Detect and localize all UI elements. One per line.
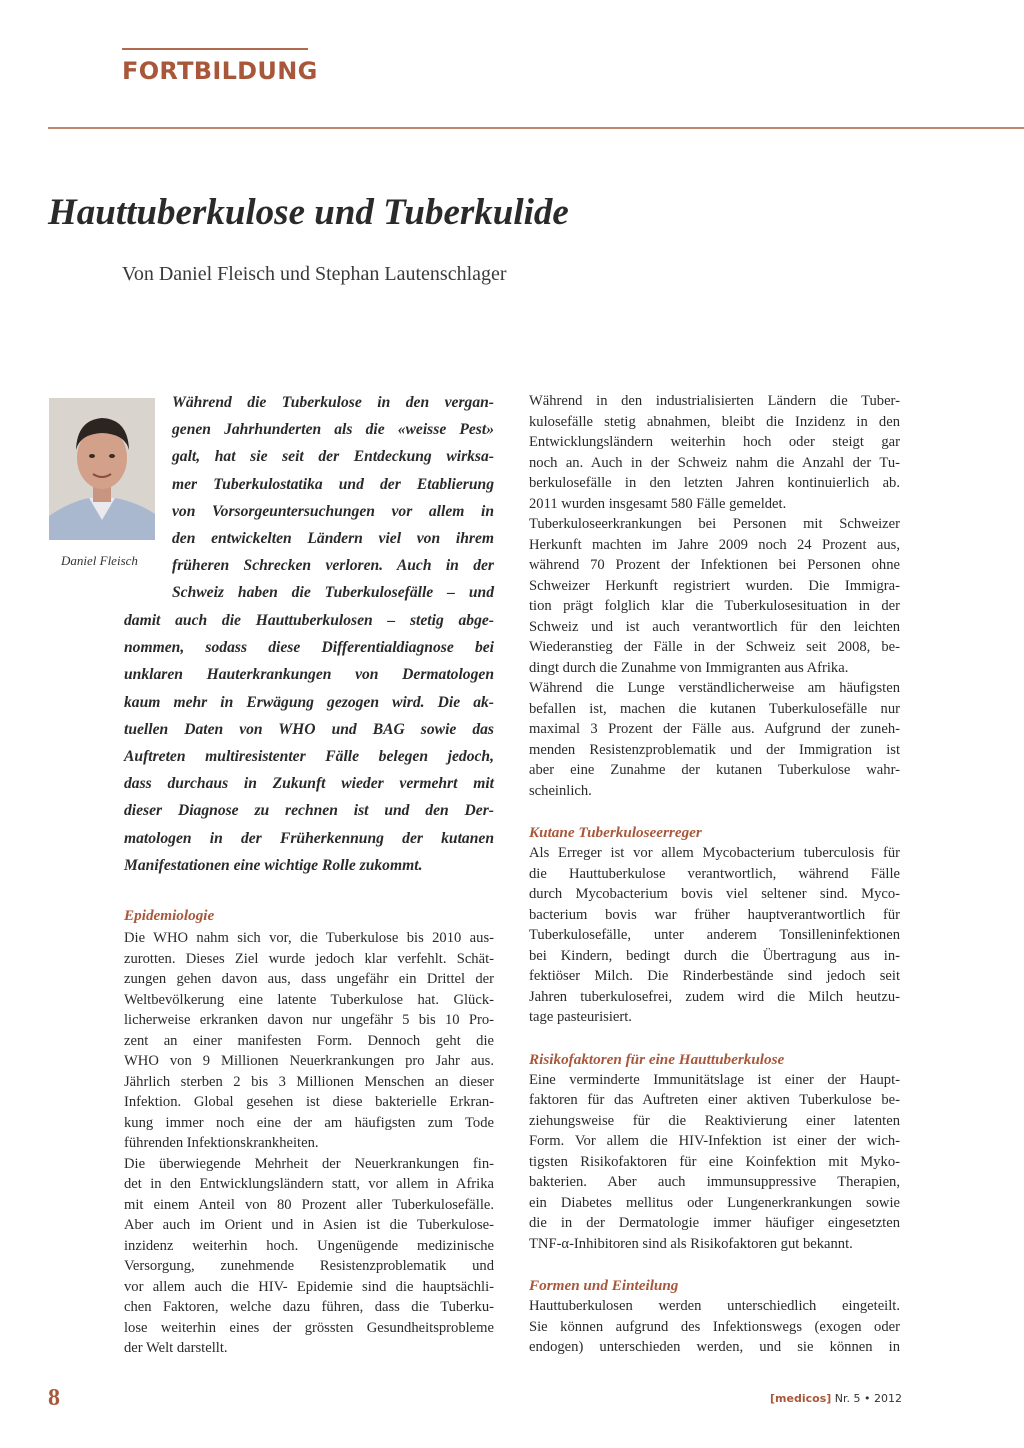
body-line: Aber auch im Orient und in Asien ist die Tuberkulose- xyxy=(124,1217,494,1233)
body-line: scheinlich. xyxy=(529,782,592,799)
article-title: Hauttuberkulose und Tuberkulide xyxy=(48,192,569,233)
body-line: licherweise erkranken davon nur ungefähr 5 bis 10 Pro- xyxy=(124,1012,494,1028)
body-line: Eine verminderte Immunitätslage ist einer der Haupt- xyxy=(529,1071,900,1088)
lead-line: kaum mehr in Erwägung gezogen wird. Die ak- xyxy=(124,693,494,711)
section-heading: Formen und Einteilung xyxy=(529,1277,679,1294)
body-line: Entwicklungsländern weiterhin hoch oder steigt gar xyxy=(529,434,900,450)
lead-line: unklaren Hauterkrankungen von Dermatologen xyxy=(124,666,494,684)
body-line: Wiederanstieg der Fälle in der Schweiz seit 2008, be- xyxy=(529,639,900,655)
photo-caption: Daniel Fleisch xyxy=(61,553,138,568)
body-line: ziehungsweise für die Reaktivierung einer latenten xyxy=(529,1112,900,1129)
body-line: Sie können aufgrund des Infektionswegs (exogen oder xyxy=(529,1318,900,1335)
right-column xyxy=(529,391,900,1358)
lead-line: matologen in der Früherkennung der kutanen xyxy=(124,829,494,847)
body-line: kung immer noch eine der am häufigsten zum Tode xyxy=(124,1114,494,1131)
body-line: endogen) unterschieden werden, und sie können in xyxy=(529,1339,900,1355)
section-label: FORTBILDUNG xyxy=(122,57,318,85)
body-line: Tuberkulosefälle, unter anderem Tonsilleninfektionen xyxy=(529,927,900,943)
body-line: vor allem auch die HIV- Epidemie sind die hauptsächli- xyxy=(124,1278,494,1295)
body-line: Während die Lunge verständlicherweise am häufigsten xyxy=(529,680,900,696)
lead-line: Manifestationen eine wichtige Rolle zukommt. xyxy=(124,856,423,874)
lead-paragraph-bottom xyxy=(124,607,494,879)
body-line: Die WHO nahm sich vor, die Tuberkulose bis 2010 aus- xyxy=(124,930,494,946)
section-formen xyxy=(529,1276,900,1358)
lead-line: genen Jahrhunderten als die «weisse Pest» xyxy=(172,421,494,439)
body-line: zungen gehen davon aus, dass ungefähr ein Drittel der xyxy=(124,971,494,987)
body-line: bacterium bovis war früher hauptverantwortlich für xyxy=(529,906,900,923)
body-line: Herkunft machten im Jahre 2009 noch 24 Prozent aus, xyxy=(529,536,900,553)
lead-line: Während die Tuberkulose in den vergan- xyxy=(172,394,494,411)
body-line: Jährlich sterben 2 bis 3 Millionen Menschen an dieser xyxy=(124,1073,494,1090)
body-line: dingt durch die Zunahme von Immigranten aus Afrika. xyxy=(529,659,849,676)
page-number: 8 xyxy=(48,1385,60,1411)
issue-number: Nr. 5 • 2012 xyxy=(834,1392,902,1405)
article-byline: Von Daniel Fleisch und Stephan Lautenschlager xyxy=(122,263,507,285)
body-line: mit einem Anteil von 80 Prozent aller Tuberkulosefälle. xyxy=(124,1196,494,1213)
body-line: lose weiterhin eines der grössten Gesundheitsprobleme xyxy=(124,1319,494,1336)
body-line: führenden Infektionskrankheiten. xyxy=(124,1135,319,1151)
header-divider xyxy=(48,127,1024,129)
lead-line: galt, hat sie seit der Entdeckung wirksa- xyxy=(172,448,494,466)
body-line: Während in den industrialisierten Ländern die Tuber- xyxy=(529,393,900,409)
section-heading: Kutane Tuberkuloseerreger xyxy=(529,824,702,841)
section-heading: Epidemiologie xyxy=(124,907,215,924)
lead-line: tuellen Daten von WHO und BAG sowie das xyxy=(124,720,494,738)
body-line: tigsten Risikofaktoren für eine Koinfektion mit Myko- xyxy=(529,1153,900,1170)
body-line: befallen ist, machen die kutanen Tuberkulosefälle nur xyxy=(529,700,900,717)
author-portrait-icon xyxy=(49,398,155,540)
body-line: tion prägt folglich klar die Tuberkulosesituation in der xyxy=(529,598,900,614)
body-line: die in der Dermatologie immer häufiger eingesetzten xyxy=(529,1215,900,1231)
body-line: Infektion. Global gesehen ist diese bakterielle Erkran- xyxy=(124,1094,494,1110)
lead-paragraph-top xyxy=(172,389,494,607)
section-erreger xyxy=(529,823,900,1028)
body-line: Weltbevölkerung eine latente Tuberkulose hat. Glück- xyxy=(124,991,494,1008)
body-line: Die überwiegende Mehrheit der Neuerkrankungen fin- xyxy=(124,1155,494,1172)
section-epidemiologie xyxy=(124,906,494,1359)
body-line: Tuberkuloseerkrankungen bei Personen mit Schweizer xyxy=(529,516,900,532)
body-line: chen Faktoren, welche dazu führen, dass die Tuberku- xyxy=(124,1299,494,1315)
body-line: maximal 3 Prozent der Fälle aus. Aufgrund der zuneh- xyxy=(529,721,900,737)
body-line: 2011 wurden insgesamt 580 Fälle gemeldet. xyxy=(529,495,787,512)
body-line: während 70 Prozent der Infektionen bei Personen ohne xyxy=(529,557,900,573)
body-line: inzidenz weiterhin hoch. Ungenügende medizinische xyxy=(124,1237,494,1254)
body-line: Schweiz und ist auch verantwortlich für den leichten xyxy=(529,618,900,635)
lead-line: Schweiz haben die Tuberkulosefälle – und xyxy=(172,584,494,602)
section-heading: Risikofaktoren für eine Hauttuberkulose xyxy=(529,1050,785,1068)
section-intro xyxy=(529,391,900,801)
body-line: Form. Vor allem die HIV-Infektion ist einer der wich- xyxy=(529,1133,900,1149)
body-line: fektiöser Milch. Die Rinderbestände sind jedoch seit xyxy=(529,968,900,984)
section-rule xyxy=(122,48,308,50)
body-line: die Hauttuberkulose verantwortlich, während Fälle xyxy=(529,865,900,882)
section-risikofaktoren xyxy=(529,1050,900,1255)
body-line: det in den Entwicklungsländern statt, vor allem in Afrika xyxy=(124,1176,494,1192)
body-line: TNF-α-Inhibitoren sind als Risikofaktoren gut bekannt. xyxy=(529,1235,853,1252)
lead-line: damit auch die Hauttuberkulosen – stetig abge- xyxy=(124,612,494,629)
body-line: menden Resistenzproblematik und der Immigration ist xyxy=(529,741,900,758)
lead-line: mer Tuberkulostatika und der Etablierung xyxy=(172,475,494,493)
body-line: Als Erreger ist vor allem Mycobacterium tuberculosis für xyxy=(529,845,900,861)
lead-line: von Vorsorgeuntersuchungen vor allem in xyxy=(172,502,494,520)
lead-line: früheren Schrecken verloren. Auch in der xyxy=(172,557,494,575)
publication-logo: [medicos] xyxy=(770,1392,832,1405)
lead-line: den entwickelten Ländern viel von ihrem xyxy=(172,530,494,548)
body-line: faktoren für das Auftreten einer aktiven Tuberkulose be- xyxy=(529,1092,900,1108)
body-line: zent an einer manifesten Form. Dennoch geht die xyxy=(124,1032,494,1049)
body-line: Schweizer Herkunft registriert wurden. Die Immigra- xyxy=(529,577,900,594)
lead-line: dieser Diagnose zu rechnen ist und den Der- xyxy=(124,802,494,820)
body-line: Versorgung, zunehmende Resistenzproblematik und xyxy=(124,1258,494,1274)
body-line: bakterien. Aber auch immunsuppressive Therapien, xyxy=(529,1174,900,1190)
body-line: noch an. Auch in der Schweiz nahm die Anzahl der Tu- xyxy=(529,454,900,471)
body-line: durch Mycobacterium bovis viel seltener sind. Myco- xyxy=(529,886,900,902)
body-line: Hauttuberkulosen werden unterschiedlich eingeteilt. xyxy=(529,1298,900,1314)
body-line: berkulosefälle in den letzten Jahren kontinuierlich ab. xyxy=(529,475,900,491)
body-line: bei Kindern, bedingt durch die Übertragung aus in- xyxy=(529,947,900,964)
lead-line: dass durchaus in Zukunft wieder vermehrt mit xyxy=(124,775,494,793)
body-line: ein Diabetes mellitus oder Lungenerkrankungen sowie xyxy=(529,1194,900,1211)
body-line: kulosefälle stetig abnahmen, bleibt die Inzidenz in den xyxy=(529,413,900,430)
body-line: zurotten. Dieses Ziel wurde jedoch klar verfehlt. Schät- xyxy=(124,950,494,967)
body-line: aber eine Zunahme der kutanen Tuberkulose wahr- xyxy=(529,762,900,778)
body-line: Jahren tuberkulosefrei, zudem wird die Milch heutzu- xyxy=(529,988,900,1005)
publication-footer xyxy=(770,1391,902,1407)
author-photo xyxy=(49,398,155,540)
lead-line: Auftreten multiresistenter Fälle belegen jedoch, xyxy=(124,748,494,766)
body-line: tage pasteurisiert. xyxy=(529,1009,632,1025)
lead-line: nommen, sodass diese Differentialdiagnose bei xyxy=(124,639,494,657)
body-line: der Welt darstellt. xyxy=(124,1340,228,1356)
body-line: WHO von 9 Millionen Neuerkrankungen pro Jahr aus. xyxy=(124,1053,494,1069)
